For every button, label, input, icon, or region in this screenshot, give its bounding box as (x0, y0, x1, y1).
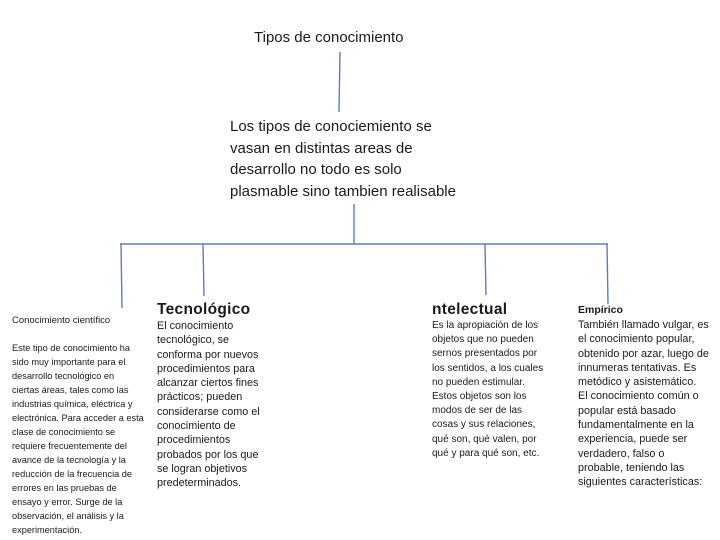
category-intelectual-text: Es la apropiación de los objetos que no pueden sernos presentados por los sentidos, a los cuales no pueden estimular. Estos objetos son los modos de ser de las cosas y sus relaciones, qué son, qué valen, por qué y para qué son, etc. (432, 320, 544, 459)
connector-intelectual (485, 244, 486, 295)
connector-cientifico (121, 244, 122, 308)
connector-title-to-description (339, 52, 340, 112)
description-line: Los tipos de conociemiento se (230, 118, 432, 135)
description-box (230, 116, 490, 202)
category-empirico-label: Empírico (578, 304, 623, 316)
diagram-title: Tipos de conocimiento (254, 29, 404, 46)
connector-empirico (607, 244, 608, 304)
connector-tecnologico (203, 244, 204, 296)
category-cientifico-label: Conocimiento científico (12, 315, 111, 326)
description-line: desarrollo no todo es solo (230, 161, 402, 178)
category-cientifico-text: Este tipo de conocimiento ha sido muy importante para el desarrollo tecnológico en ciertas áreas, tales como las industrias química, eléctrica y electrónica. Para acceder a esta clase de conocimiento se requiere frecuentemente del avance de la tecnología y la reducción de la frecuencia de errores en las pruebas de ensayo y error. Surge de la observación, el análisis y la experimentación. (12, 343, 144, 535)
description-line: vasan en distintas areas de (230, 139, 413, 157)
category-tecnologico-label: Tecnológico (157, 301, 251, 318)
category-intelectual-label: ntelectual (432, 301, 508, 318)
description-line: plasmable sino tambien realisable (230, 182, 456, 200)
category-empirico-text: También llamado vulgar, es el conocimiento popular, obtenido por azar, luego de innumeras tentativas. Es metódico y asistemático. El conocimiento común o popular está basado fundamentalmente en la experiencia, puede ser verdadero, falso o probable, teniendo las siguientes características: (578, 319, 709, 489)
category-tecnologico-text: El conocimiento tecnológico, se conforma por nuevos procedimientos para alcanzar ciertos fines prácticos; pueden considerarse como el conocimiento de procedimientos probados por los que se logran objetivos predeterminados. (157, 320, 260, 490)
